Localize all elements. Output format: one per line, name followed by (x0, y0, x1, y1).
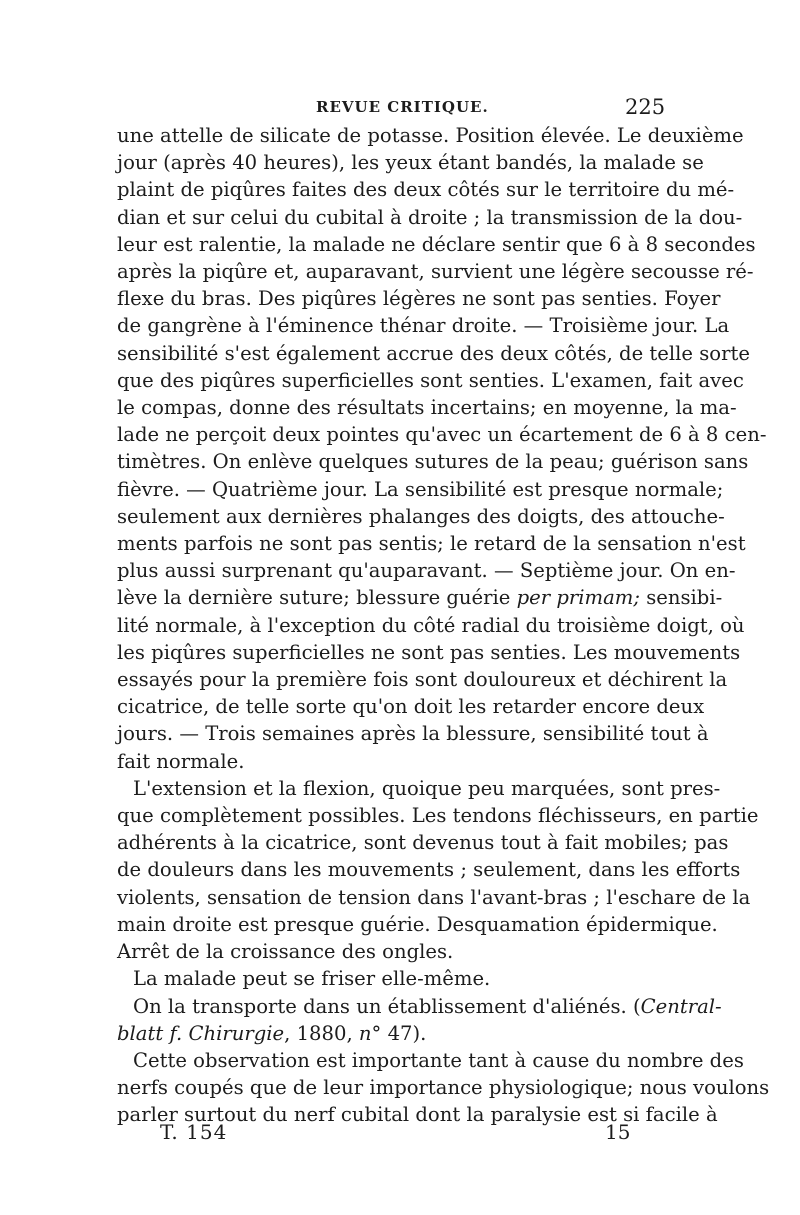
text-run: lève la dernière suture; blessure guérie (117, 586, 511, 610)
text-line: leur est ralentie, la malade ne déclare sentir que 6 à 8 secondes (117, 232, 756, 256)
running-title: REVUE CRITIQUE. (316, 98, 489, 116)
body-text (117, 122, 770, 1129)
page-header (0, 95, 800, 124)
text-line: fait normale. (117, 749, 245, 773)
text-line: que complètement possibles. Les tendons fléchisseurs, en partie (117, 804, 759, 828)
text-line: main droite est presque guérie. Desquamation épidermique. (117, 912, 718, 936)
text-line: plus aussi surprenant qu'auparavant. — Septième jour. On en- (117, 559, 736, 583)
text-line-mixed (117, 993, 722, 1020)
text-line: La malade peut se friser elle-même. (133, 967, 491, 991)
text-line: jours. — Trois semaines après la blessure, sensibilité tout à (117, 722, 709, 746)
signature-mark: T. 154 (160, 1120, 228, 1144)
text-line-mixed: blatt f. Chirurgie, 1880, n° 47). (117, 1021, 427, 1045)
text-line: timètres. On enlève quelques sutures de la peau; guérison sans (117, 450, 749, 474)
text-line: plaint de piqûres faites des deux côtés sur le territoire du mé- (117, 178, 735, 202)
text-line: de gangrène à l'éminence thénar droite. — Troisième jour. La (117, 314, 730, 338)
text-line-mixed (117, 584, 723, 611)
numero-mark: n° (358, 1021, 382, 1045)
sheet-number: 15 (605, 1120, 631, 1144)
journal-title: Central- (640, 994, 722, 1018)
text-line: nerfs coupés que de leur importance physiologique; nous voulons (117, 1076, 770, 1100)
text-line: lade ne perçoit deux pointes qu'avec un écartement de 6 à 8 cen- (117, 423, 767, 447)
text-line: Arrêt de la croissance des ongles. (117, 940, 454, 964)
text-line: adhérents à la cicatrice, sont devenus tout à fait mobiles; pas (117, 831, 729, 855)
text-line: lité normale, à l'exception du côté radial du troisième doigt, où (117, 613, 745, 637)
page-number: 225 (625, 95, 666, 119)
text-line: essayés pour la première fois sont douloureux et déchirent la (117, 668, 728, 692)
text-line: que des piqûres superficielles sont senties. L'examen, fait avec (117, 368, 744, 392)
text-run: 1880, (296, 1021, 359, 1045)
text-line: sensibilité s'est également accrue des deux côtés, de telle sorte (117, 341, 750, 365)
text-line: fièvre. — Quatrième jour. La sensibilité est presque normale; (117, 477, 724, 501)
text-line: de douleurs dans les mouvements ; seulement, dans les efforts (117, 858, 741, 882)
text-line: seulement aux dernières phalanges des doigts, des attouche- (117, 504, 725, 528)
text-line: flexe du bras. Des piqûres légères ne sont pas senties. Foyer (117, 287, 721, 311)
text-run: sensibi- (639, 586, 723, 610)
text-line: après la piqûre et, auparavant, survient une légère secousse ré- (117, 260, 754, 284)
text-run: On la transporte dans un établissement d'aliénés. ( (133, 994, 641, 1018)
text-line: jour (après 40 heures), les yeux étant bandés, la malade se (117, 151, 704, 175)
text-line: parler surtout du nerf cubital dont la paralysie est si facile à (117, 1103, 718, 1127)
page-footer (0, 1120, 800, 1150)
journal-title: blatt f. Chirurgie (117, 1021, 285, 1045)
text-line: Cette observation est importante tant à cause du nombre des (133, 1048, 744, 1072)
text-line: L'extension et la flexion, quoique peu marquées, sont pres- (133, 776, 721, 800)
text-run: 47). (381, 1021, 427, 1045)
text-line: le compas, donne des résultats incertains; en moyenne, la ma- (117, 396, 737, 420)
text-line: violents, sensation de tension dans l'avant-bras ; l'eschare de la (117, 885, 751, 909)
text-line: dian et sur celui du cubital à droite ; la transmission de la dou- (117, 205, 743, 229)
text-line: ments parfois ne sont pas sentis; le retard de la sensation n'est (117, 532, 746, 556)
text-line: les piqûres superficielles ne sont pas senties. Les mouvements (117, 640, 741, 664)
text-line: une attelle de silicate de potasse. Position élevée. Le deuxième (117, 124, 744, 147)
latin-phrase: per primam; (516, 586, 640, 610)
text-line: cicatrice, de telle sorte qu'on doit les retarder encore deux (117, 695, 705, 719)
